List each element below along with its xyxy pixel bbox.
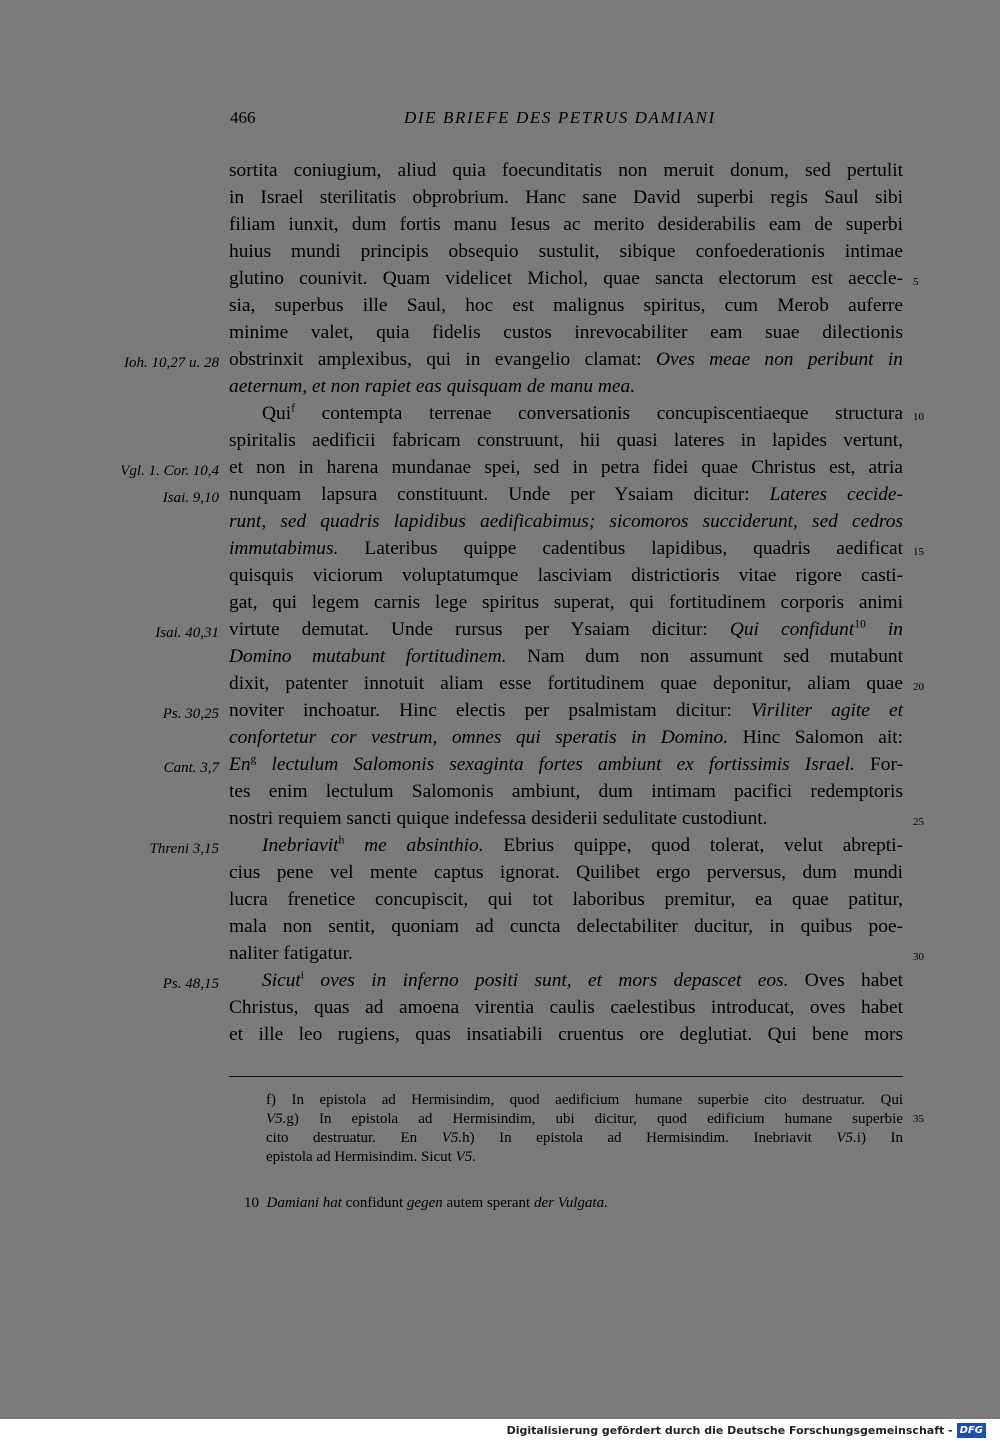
line-number: 5 [913,276,919,288]
quotation: Viriliter agite et [750,700,903,721]
apparatus-marker: h [338,833,345,847]
margin-reference: Ps. 48,15 [162,976,219,992]
apparatus-entry: epistola ad Hermisindim. Sicut [266,1149,456,1165]
line-number: 25 [913,816,924,828]
text-line: huius mundi principis obsequio sustulit, sibique confoederationis intimae [229,241,903,262]
note-text: Damiani hat [266,1195,342,1211]
text-span: Qui [262,403,292,424]
quotation: Sicut [262,970,301,991]
footer-credit: Digitalisierung gefördert durch die Deutsche Forschungsgemeinschaft - [506,1423,953,1437]
apparatus-marker: g [250,752,257,766]
quotation: Lateres cecide- [769,484,903,505]
margin-reference: Ps. 30,25 [162,706,219,722]
text-span: noviter inchoatur. Hinc electis per psalmistam dicitur: [229,700,751,721]
quotation: confortetur cor vestrum, omnes qui speratis in Domino. [229,727,729,748]
apparatus-line [266,1110,903,1129]
text-line: filiam iunxit, dum fortis manu Iesus ac merito desiderabilis eam de superbi [229,214,903,235]
text-line [229,508,903,535]
siglum: V5. [266,1111,287,1127]
text-line: mala non sentit, quoniam ad cuncta delectabiliter ducitur, in quibus poe- [229,916,903,937]
note-text: confidunt [341,1195,407,1211]
text-line [262,967,903,994]
text-line [229,373,903,400]
text-span: Hinc Salomon ait: [728,727,904,748]
text-span: contempta terrenae conversationis concupiscentiaeque structura [294,403,903,424]
text-span: Nam dum non assumunt sed mutabunt [506,646,904,667]
text-line [262,400,903,427]
text-line: et ille leo rugiens, quas insatiabili cruentus ore deglutiat. Qui bene mors [229,1024,903,1045]
running-title: DIE BRIEFE DES PETRUS DAMIANI [404,108,716,127]
note-text: autem sperant [442,1195,534,1211]
apparatus-marker: i [300,968,305,982]
quotation: Domino mutabunt fortitudinem. [229,646,507,667]
note-marker: 10 [854,617,866,631]
apparatus-line [266,1148,903,1167]
quotation: in [865,619,903,640]
text-span: obstrinxit amplexibus, qui in evangelio clamat: [229,349,657,370]
text-span: Oves habet [788,970,903,991]
text-line [229,481,903,508]
line-number: 30 [913,951,924,963]
text-line [229,643,903,670]
margin-reference: Threni 3,15 [149,841,219,857]
text-line: quisquis viciorum voluptatumque lasciviam districtioris vitae rigore casti- [229,565,903,586]
text-line: nostri requiem sancti quique indefessa desiderii sedulitate custodiunt. [229,808,768,829]
note-number: 10 [244,1195,259,1211]
margin-reference: Isai. 9,10 [162,490,219,506]
text-span: virtute demutat. Unde rursus per Ysaiam dicitur: [229,619,730,640]
quotation: runt, sed quadris lapidibus aedificabimus; sicomoros succiderunt, sed cedros [229,511,903,532]
text-line [229,751,903,778]
text-line: dixit, patenter innotuit aliam esse fortitudinem quae deponitur, aliam quae [229,673,903,694]
line-number: 10 [913,411,924,423]
margin-reference: Isai. 40,31 [155,625,219,641]
quotation: lectulum Salomonis sexaginta fortes ambiunt ex fortissimis Israel. [256,754,855,775]
text-line: sortita coniugium, aliud quia foecunditatis non meruit donum, sed pertulit [229,160,903,181]
note-text: gegen [406,1195,443,1211]
margin-reference: Cant. 3,7 [163,760,219,776]
text-line [262,832,903,859]
footer-bar [0,1419,1000,1441]
text-line: naliter fatigatur. [229,943,353,964]
text-line: cius pene vel mente captus ignorat. Quilibet ergo perversus, dum mundi [229,862,903,883]
apparatus-entry: cito destruatur. En [266,1130,442,1146]
text-span: Ebrius quippe, quod tolerat, velut abrepti- [483,835,903,856]
line-number: 35 [913,1113,924,1125]
text-span: For- [854,754,903,775]
quotation: Oves meae non peribunt in [656,349,903,370]
apparatus-line [266,1129,903,1148]
quotation: En [229,754,251,775]
margin-reference: Ioh. 10,27 u. 28 [124,355,219,371]
margin-reference: Vgl. 1. Cor. 10,4 [120,463,219,479]
text-line: in Israel sterilitatis obprobrium. Hanc sane David superbi regis Saul sibi [229,187,903,208]
text-line [229,346,903,373]
text-line [229,535,903,562]
footnote-rule [229,1076,903,1077]
siglum: V5. [455,1149,476,1165]
text-line: tes enim lectulum Salomonis ambiunt, dum intimam pacifici redemptoris [229,781,903,802]
apparatus-marker: f [291,401,295,415]
text-line: lucra frenetice concupiscit, qui tot laboribus premitur, ea quae patitur, [229,889,903,910]
text-line [229,724,903,751]
siglum: V5. [836,1130,857,1146]
line-number: 20 [913,681,924,693]
text-span: Lateribus quippe cadentibus lapidibus, quadris aedificat [338,538,903,559]
siglum: V5. [441,1130,463,1146]
text-line [229,697,903,724]
text-line: glutino counivit. Quam videlicet Michol, quae sancta electorum est aeccle- [229,268,903,289]
quotation: oves in inferno positi sunt, et mors depascet eos. [304,970,789,991]
note-text: der Vulgata. [533,1195,608,1211]
quotation: Qui confidunt [729,619,855,640]
page-number: 466 [230,108,256,127]
editorial-note [244,1194,608,1213]
text-span: nunquam lapsura constituunt. Unde per Ysaiam dicitur: [229,484,770,505]
quotation: aeternum, et non rapiet eas quisquam de manu mea. [229,376,636,397]
text-line: gat, qui legem carnis lege spiritus superat, qui fortitudinem corporis animi [229,592,903,613]
text-line: sia, superbus ille Saul, hoc est malignus spiritus, cum Merob auferre [229,295,903,316]
apparatus-entry: i) In [856,1130,903,1146]
text-line: et non in harena mundanae spei, sed in petra fidei quae Christus est, atria [229,457,903,478]
line-number: 15 [913,546,924,558]
quotation: Inebriavit [262,835,339,856]
text-line: Christus, quas ad amoena virentia caulis caelestibus introducat, oves habet [229,997,903,1018]
dfg-logo[interactable]: DFG [957,1423,986,1438]
text-line: minime valet, quia fidelis custos inrevocabiliter eam suae dilectionis [229,322,903,343]
text-line [229,616,903,643]
apparatus-entry: h) In epistola ad Hermisindim. Inebriavit [462,1130,837,1146]
quotation: immutabimus. [229,538,339,559]
apparatus-entry: g) In epistola ad Hermisindim, ubi dicitur, quod edificium humane superbie [286,1111,903,1127]
text-line: spiritalis aedificii fabricam construunt, hii quasi lateres in lapides vertunt, [229,430,903,451]
quotation: me absinthio. [344,835,484,856]
apparatus-line: f) In epistola ad Hermisindim, quod aedificium humane superbie cito destruatur. Qui [266,1092,903,1108]
